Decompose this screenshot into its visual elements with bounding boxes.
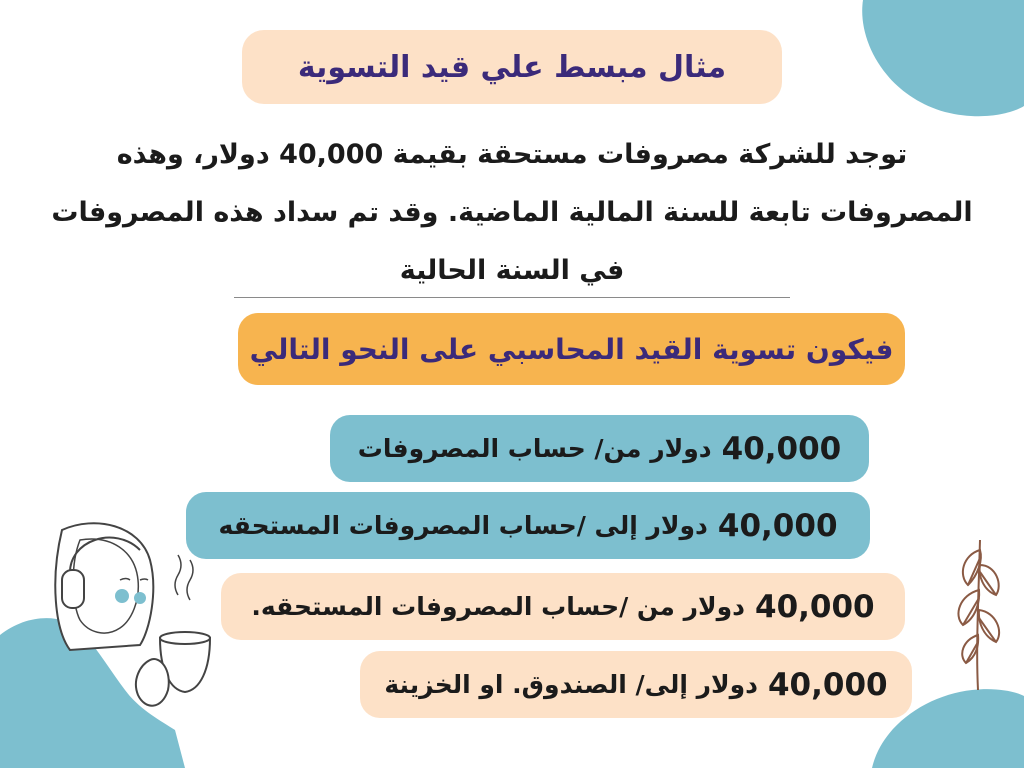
journal-entry-1 bbox=[330, 415, 869, 482]
top-right-blob bbox=[855, 0, 1024, 120]
paragraph-line-2: المصروفات تابعة للسنة المالية الماضية. وقد تم سداد هذه المصروفات bbox=[51, 197, 973, 228]
journal-entry-4 bbox=[360, 651, 912, 718]
subtitle-pill bbox=[238, 313, 905, 385]
woman-with-headphones-and-cup-icon bbox=[0, 520, 220, 768]
entry-text: دولار من/ حساب المصروفات bbox=[357, 434, 712, 463]
entry-amount: 40,000 bbox=[721, 430, 842, 467]
paragraph-line-1: توجد للشركة مصروفات مستحقة بقيمة 40,000 دولار، وهذه bbox=[116, 139, 908, 170]
journal-entry-2 bbox=[186, 492, 870, 559]
entry-text: دولار إلى/ الصندوق. او الخزينة bbox=[384, 670, 758, 699]
paragraph-line-3: في السنة الحالية bbox=[399, 255, 625, 286]
entry-amount: 40,000 bbox=[717, 507, 838, 544]
title-pill bbox=[242, 30, 782, 104]
divider bbox=[234, 297, 790, 298]
intro-paragraph bbox=[30, 126, 994, 300]
leaf-branch-icon bbox=[938, 530, 1008, 690]
entry-amount: 40,000 bbox=[755, 588, 875, 625]
entry-text: دولار إلى /حساب المصروفات المستحقه bbox=[218, 511, 708, 540]
journal-entry-3 bbox=[221, 573, 905, 640]
entry-text: دولار من /حساب المصروفات المستحقه. bbox=[251, 592, 745, 621]
entry-amount: 40,000 bbox=[767, 666, 888, 703]
page-title: مثال مبسط علي قيد التسوية bbox=[297, 49, 727, 85]
subtitle: فيكون تسوية القيد المحاسبي على النحو التالي bbox=[249, 332, 894, 366]
